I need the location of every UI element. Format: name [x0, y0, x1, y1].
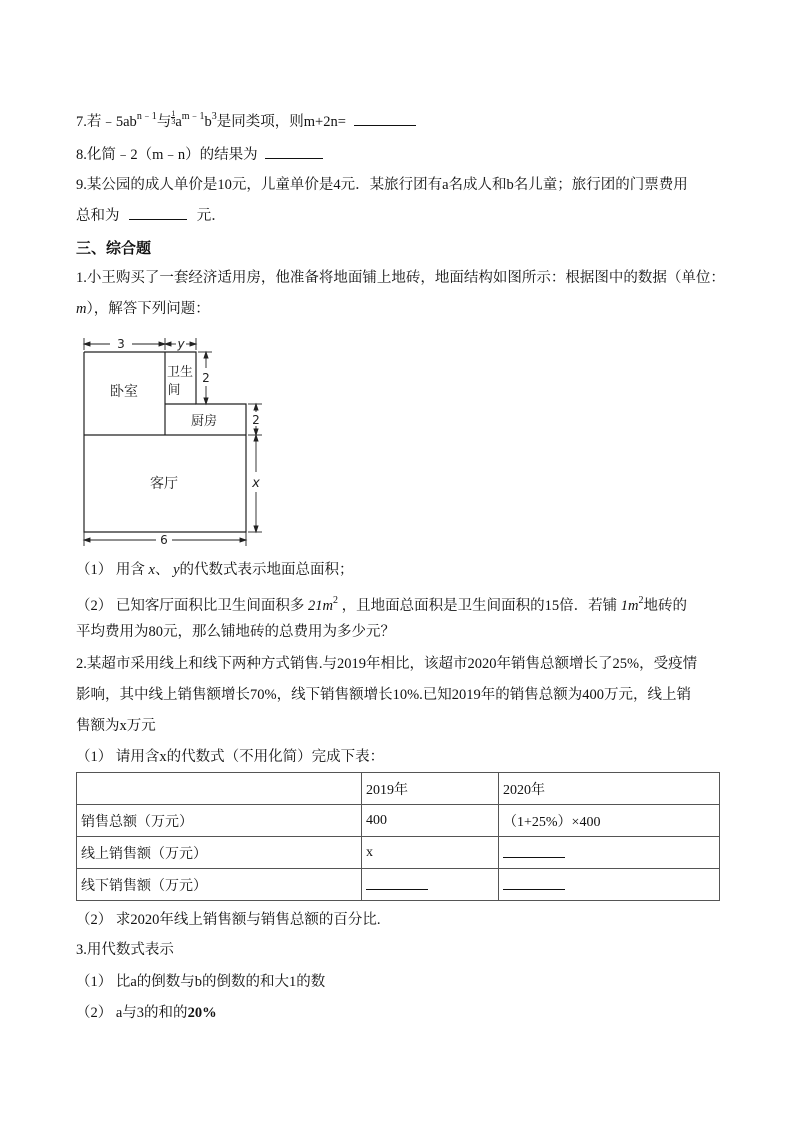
table-header-cell [77, 773, 362, 805]
p1-sub2 [76, 591, 687, 616]
table-cell: （1+25%）×400 [499, 805, 720, 837]
q7-exp2: m﹣1 [181, 111, 205, 122]
table-cell: 线上销售额（万元） [77, 837, 362, 869]
fig-dim-y: y [177, 337, 185, 351]
table-header-2020: 2020年 [499, 773, 720, 805]
question-9-line2 [76, 205, 226, 226]
p1-sub1-b: 、 [154, 562, 170, 578]
fig-dim-kitchen-2: 2 [252, 413, 260, 427]
p3-sub2-a: （2） a与3的和的 [76, 1005, 188, 1021]
p1-sub1-a: （1） 用含 [76, 562, 145, 578]
question-8 [76, 144, 323, 165]
section-heading: 三、综合题 [76, 239, 152, 257]
p2-sub1: （1） 请用含x的代数式（不用化简）完成下表： [76, 749, 385, 765]
fig-label-bedroom: 卧室 [110, 384, 138, 400]
q7-mid: 与 [156, 114, 172, 130]
q9-answer-blank[interactable] [129, 205, 187, 220]
table-row [77, 837, 720, 869]
p1-line2 [76, 299, 210, 319]
p2-sub2: （2） 求2020年线上销售额与销售总额的百分比. [76, 912, 381, 928]
fig-dim-6: 6 [160, 533, 168, 547]
fig-label-kitchen: 厨房 [190, 414, 218, 429]
fig-dim-x: x [252, 476, 260, 491]
table-cell: x [362, 837, 499, 869]
p2-line2: 影响，其中线上销售额增长70%，线下销售额增长10%.已知2019年的销售总额为400万元，线上销 [76, 687, 692, 703]
p1-line1: 1.小王购买了一套经济适用房，他准备将地面铺上地砖，地面结构如图所示：根据图中的数据（单位： [76, 270, 725, 286]
p1-sub2-b: ，且地面总面积是卫生间面积的15倍．若铺 [341, 598, 618, 614]
answer-blank[interactable] [503, 875, 565, 890]
table-header-2019: 2019年 [362, 773, 499, 805]
table-cell: 线下销售额（万元） [77, 869, 362, 901]
table-row [77, 805, 720, 837]
p1-sub2-c: 地砖的 [643, 598, 687, 614]
table-cell: 400 [362, 805, 499, 837]
p1-sub2-unit: 1m [620, 598, 639, 614]
p2-line1: 2.某超市采用线上和线下两种方式销售.与2019年相比，该超市2020年销售总额增长了25%，受疫情 [76, 656, 698, 672]
p1-sub1-y: y [173, 562, 180, 578]
p3-sub1: （1） 比a的倒数与b的倒数的和大1的数 [76, 974, 326, 990]
q8-text: 8.化简﹣2（m﹣n）的结果为 [76, 147, 258, 163]
table-cell-blank[interactable] [499, 837, 720, 869]
q7-suffix: 是同类项，则m+2n= [216, 114, 346, 130]
p1-sub2-line2: 平均费用为80元，那么铺地砖的总费用为多少元？ [76, 624, 395, 640]
question-9-line1: 9.某公园的成人单价是10元，儿童单价是4元．某旅行团有a名成人和b名儿童；旅行团的门票费用 [76, 177, 688, 193]
q7-answer-blank[interactable] [354, 111, 416, 126]
q7-exp1: n﹣1 [136, 111, 157, 122]
q9-total-label: 总和为 [76, 208, 120, 224]
answer-blank[interactable] [503, 843, 565, 858]
q7-a: a [175, 114, 182, 130]
fig-label-bath-1: 卫生 [166, 365, 194, 380]
fig-dim-bath-2: 2 [202, 371, 210, 385]
p3-title: 3.用代数式表示 [76, 942, 174, 958]
q8-answer-blank[interactable] [265, 144, 323, 159]
p1-sub2-val: 21m [308, 598, 333, 614]
p1-sub2-exp: 2 [332, 595, 338, 606]
q9-unit: 元． [196, 208, 226, 224]
p2-line3: 售额为x万元 [76, 718, 156, 734]
floor-plan-figure [76, 332, 276, 550]
q7-frac-num: 1 [171, 109, 176, 118]
table-cell: 销售总额（万元） [77, 805, 362, 837]
q7-prefix: 7.若﹣5ab [76, 114, 137, 130]
p1-sub2-unit-exp: 2 [638, 595, 644, 606]
p1-sub1-c: 的代数式表示地面总面积； [179, 562, 354, 578]
p3-sub2 [76, 1003, 217, 1023]
q7-frac-den: 3 [171, 117, 176, 126]
question-7 [76, 107, 416, 132]
p1-sub1 [76, 560, 354, 580]
table-cell-blank[interactable] [362, 869, 499, 901]
fig-label-bath-2: 间 [167, 383, 181, 398]
fig-label-living: 客厅 [150, 476, 178, 492]
p1-sub2-a: （2） 已知客厅面积比卫生间面积多 [76, 598, 305, 614]
table-cell-blank[interactable] [499, 869, 720, 901]
q7-exp3: 3 [211, 111, 217, 122]
p3-sub2-b: 20% [187, 1005, 217, 1021]
answer-blank[interactable] [366, 875, 428, 890]
p1-unit: m [76, 301, 87, 317]
table-row [77, 869, 720, 901]
q7-b: b [204, 114, 212, 130]
sales-table [76, 772, 720, 901]
p1-line2-rest: ），解答下列问题： [86, 301, 210, 317]
p1-sub1-x: x [148, 562, 155, 578]
table-header-row [77, 773, 720, 805]
fig-dim-3: 3 [117, 337, 125, 351]
